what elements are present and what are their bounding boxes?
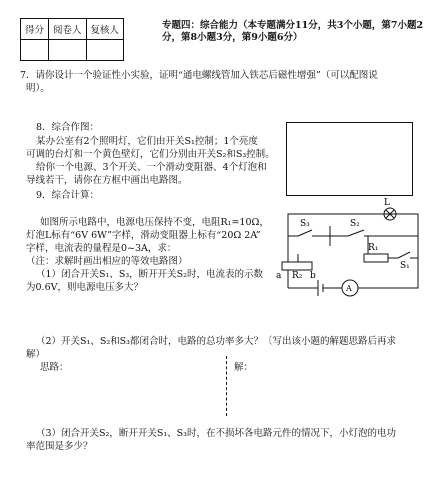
q9-part2-line1: （2）开关S₁、S₂和S₃都闭合时，电路的总功率多大？〔写出该小题的解题思路后再求 [36, 336, 396, 347]
q9-title: 9．综合计算： [36, 190, 100, 201]
q8-line4: 导线若干，请你在方框中画出电路图。 [26, 175, 188, 186]
solution-label: 解： [234, 362, 254, 373]
q9-line1: 如图所示电路中，电源电压保持不变，电阻R₁=10Ω， [40, 217, 269, 228]
q9-part3-line1: （3）闭合开关S₂，断开开关S₁、S₃时，在不损坏各电路元件的情况下，小灯泡的电功 [36, 428, 396, 439]
q8-line1: 某办公室有2个照明灯，它们由开关S₁控制；1个亮度 [36, 136, 258, 147]
label-r2: R₂ [292, 271, 303, 281]
score-input-cell[interactable] [21, 40, 49, 61]
q7-line1: 7．请你设计一个验证性小实验，证明“通电螺线管加入铁芯后磁性增强”（可以配图说 [20, 70, 378, 81]
q8-title: 8．综合作图： [36, 122, 100, 133]
q9-part1-line1: （1）闭合开关S₁、S₃，断开开关S₂时，电流表的示数 [36, 269, 263, 280]
section-header-line1: 专题四：综合能力（本专题满分11分，共3个小题，第7小题2 [162, 20, 424, 31]
drawing-box[interactable] [286, 122, 413, 196]
score-cell: 得分 [21, 19, 49, 40]
q7-line2: 明）。 [26, 83, 50, 94]
section-header-line2: 分，第8小题3分，第9小题6分） [162, 32, 303, 43]
q8-line2: 可调的台灯和一个黄色壁灯，它们分别由开关S₂和S₃控制。 [26, 149, 275, 160]
label-s3: S₃ [300, 219, 310, 229]
q9-line3: 字样，电流表的量程是0~3A，求： [26, 243, 177, 254]
grader-cell: 阅卷人 [49, 19, 87, 40]
reviewer-input-cell[interactable] [86, 40, 124, 61]
q9-line2: 灯泡L标有“6V 6W”字样，滑动变阻器上标有“20Ω 2A” [26, 230, 261, 241]
section-header [162, 20, 432, 44]
q9-part2-line2: 解） [26, 349, 46, 360]
reviewer-cell: 复核人 [86, 19, 124, 40]
grader-input-cell[interactable] [49, 40, 87, 61]
ammeter-label: A [346, 284, 352, 293]
q8-line3: 给你一个电源、3个开关、一个滑动变阻器、4个灯泡和 [36, 162, 267, 173]
label-r1: R₁ [368, 243, 379, 253]
label-lamp: L [384, 198, 390, 208]
q9-line4: （注：求解时画出相应的等效电路图） [26, 256, 188, 267]
label-b: b [310, 271, 316, 281]
score-table [20, 18, 124, 61]
label-s2: S₂ [350, 219, 360, 229]
label-a: a [276, 271, 282, 281]
q9-part3-line2: 率范围是多少？ [26, 441, 93, 452]
answer-divider [226, 356, 227, 416]
thinking-label: 思路： [40, 362, 69, 373]
label-s1: S₁ [400, 261, 410, 271]
circuit-diagram [268, 198, 428, 296]
q9-part1-line2: 为0.6V，则电源电压多大？ [26, 282, 143, 293]
